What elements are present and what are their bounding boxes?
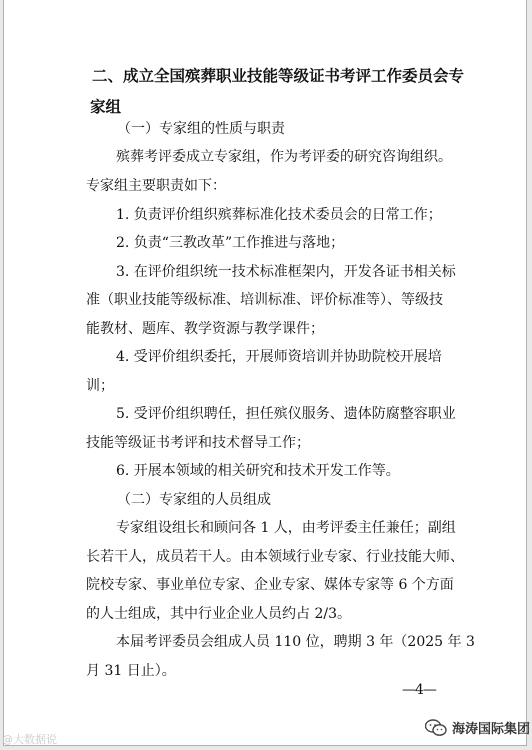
body-line: 专家组设组长和顾问各 1 人，由考评委主任兼任；副组 [116, 520, 456, 536]
body-line: 长若干人，成员若干人。由本领域行业专家、行业技能大师、 [86, 549, 464, 565]
watermark-left: @大数据说 [2, 733, 57, 746]
body-line: 专家组主要职责如下： [86, 178, 226, 194]
heading-line-2: 家组 [90, 98, 122, 116]
heading-line-1: 二、成立全国殡葬职业技能等级证书考评工作委员会专 [92, 67, 465, 85]
duty-item-3-cont: 准（职业技能等级标准、培训标准、评价标准等）、等级技 [86, 292, 443, 308]
duty-item-1: 1. 负责评价组织殡葬标准化技术委员会的日常工作； [116, 207, 442, 223]
section-heading [92, 61, 472, 123]
subsection-title-duties: （一）专家组的性质与职责 [117, 121, 285, 137]
duty-item-5: 5. 受评价组织聘任，担任殡仪服务、遗体防腐整容职业 [116, 406, 456, 422]
duty-item-2: 2. 负责“三教改革”工作推进与落地； [116, 235, 345, 251]
duty-item-5-cont: 技能等级证书考评和技术督导工作； [86, 435, 310, 451]
duty-item-4: 4. 受评价组织委托，开展师资培训并协助院校开展培 [116, 349, 442, 365]
watermark-right-label: 海涛国际集团 [452, 722, 531, 737]
body-line: 殡葬考评委成立专家组，作为考评委的研究咨询组织。 [116, 149, 452, 165]
wechat-icon [425, 719, 447, 737]
body-line: 月 31 日止）。 [86, 663, 176, 679]
body-line: 的人士组成，其中行业企业人员约占 2/3。 [86, 606, 351, 622]
duty-item-4-cont: 训； [86, 378, 114, 394]
duty-item-6: 6. 开展本领域的相关研究和技术开发工作等。 [116, 463, 400, 479]
body-line: 本届考评委员会组成人员 110 位，聘期 3 年（2025 年 3 [116, 634, 475, 650]
watermark-right [425, 718, 530, 737]
body-line: 院校专家、事业单位专家、企业专家、媒体专家等 6 个方面 [86, 577, 454, 593]
duty-item-3-cont: 能教材、题库、教学资源与教学课件； [86, 321, 324, 337]
duty-item-3: 3. 在评价组织统一技术标准框架内，开发各证书相关标 [116, 264, 456, 280]
page-number: —4— [402, 682, 436, 698]
subsection-title-members: （二）专家组的人员组成 [117, 492, 271, 508]
document-page [3, 0, 527, 746]
